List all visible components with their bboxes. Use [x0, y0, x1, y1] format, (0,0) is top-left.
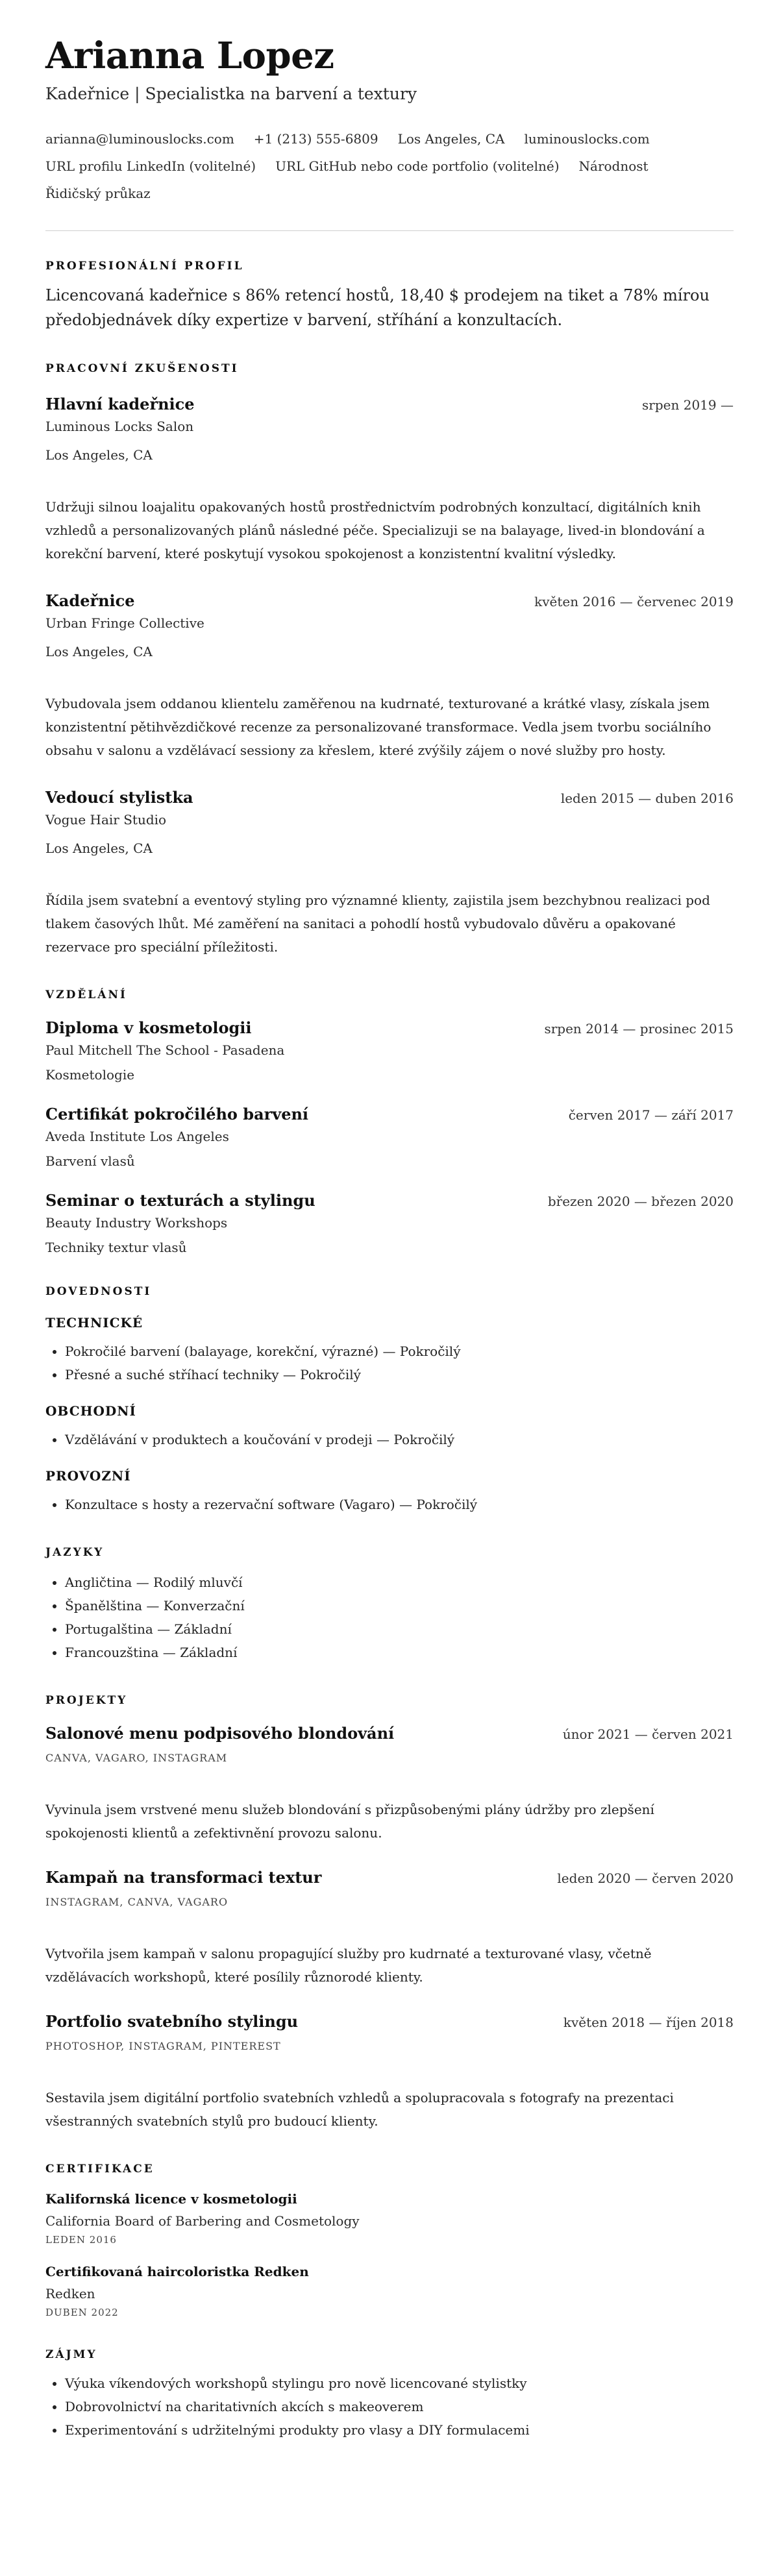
job-description: Vybudovala jsem oddanou klientelu zaměřenou na kudrnaté, texturované a krátké vlasy, získala jsem konzistentní pětihvězdičkové recenze za personalizované transformace. Vedla jsem tvorbu sociálního obsahu v salonu a vzdělávací sessiony za křeslem, které zvýšily zájem o nové služby pro hosty. [45, 695, 711, 758]
header-divider [45, 230, 734, 231]
skill-group-title: TECHNICKÉ [45, 1314, 143, 1331]
certification-name: Certifikovaná haircoloristka Redken [45, 2263, 309, 2279]
project-date: únor 2021 — červen 2021 [562, 1726, 734, 1742]
job-description: Udržuji silnou loajalitu opakovaných hostů prostřednictvím podrobných konzultací, digitálních knih vzhledů a personalizovaných plánů následné péče. Specializuji se na balayage, lived-in blondování a korekční barvení, které poskytují vysokou spokojenost a konzistentní kvalitní výsledky. [45, 498, 705, 561]
skills-heading: DOVEDNOSTI [45, 1284, 152, 1298]
project-title: Salonové menu podpisového blondování [45, 1723, 395, 1743]
contact-website[interactable]: luminouslocks.com [524, 130, 650, 147]
contact-github[interactable]: URL GitHub nebo code portfolio (volitelné) [275, 158, 560, 174]
project-entry [45, 1724, 734, 1845]
interests-heading: ZÁJMY [45, 2348, 97, 2361]
project-tags: PHOTOSHOP, INSTAGRAM, PINTEREST [45, 2039, 281, 2052]
contact-info [45, 125, 734, 207]
language-item: • Portugalština — Základní [65, 1617, 734, 1641]
contact-driving-license: Řidičský průkaz [45, 185, 151, 201]
job-entry [45, 591, 734, 762]
projects-section [45, 1694, 734, 2133]
job-location: Los Angeles, CA [45, 447, 153, 463]
contact-email[interactable]: arianna@luminouslocks.com [45, 130, 234, 147]
job-description: Řídila jsem svatební a eventový styling pro významné klienty, zajistila jsem bezchybnou realizaci pod tlakem časových lhůt. Mé zaměření na sanitaci a pohodlí hostů vybudovalo důvěru a opakované rezervace pro speciální příležitosti. [45, 892, 710, 955]
job-location: Los Angeles, CA [45, 840, 153, 856]
skills-section [45, 1285, 734, 1516]
education-field: Kosmetologie [45, 1066, 135, 1083]
education-date: srpen 2014 — prosinec 2015 [544, 1020, 734, 1037]
certification-date: DUBEN 2022 [45, 2306, 119, 2318]
skill-item: • Přesné a suché stříhací techniky — Pokročilý [65, 1363, 734, 1386]
project-entry [45, 2012, 734, 2133]
job-date: květen 2016 — červenec 2019 [534, 593, 734, 609]
skill-group-technical [45, 1315, 734, 1386]
education-title: Certifikát pokročilého barvení [45, 1104, 309, 1123]
job-date: srpen 2019 — [642, 397, 734, 413]
education-entry [45, 1018, 734, 1083]
education-section [45, 988, 734, 1255]
project-entry [45, 1868, 734, 1989]
contact-linkedin[interactable]: URL profilu LinkedIn (volitelné) [45, 158, 256, 174]
job-entry [45, 395, 734, 565]
interest-item: • Dobrovolnictví na charitativních akcích s makeoverem [65, 2395, 734, 2418]
contact-location: Los Angeles, CA [397, 130, 505, 147]
project-date: leden 2020 — červen 2020 [557, 1870, 734, 1886]
contact-phone[interactable]: +1 (213) 555-6809 [253, 130, 378, 147]
interests-section [45, 2348, 734, 2442]
interest-item: • Výuka víkendových workshopů stylingu pro nově licencované stylistky [65, 2372, 734, 2395]
project-description: Vyvinula jsem vrstvené menu služeb blondování s přizpůsobenými plány údržby pro zlepšení spokojenosti klientů a zefektivnění provozu salonu. [45, 1801, 654, 1841]
education-entry [45, 1105, 734, 1169]
skill-item: • Pokročilé barvení (balayage, korekční, výrazné) — Pokročilý [65, 1340, 734, 1363]
experience-section [45, 362, 734, 959]
projects-heading: PROJEKTY [45, 1693, 128, 1707]
education-school: Paul Mitchell The School - Pasadena [45, 1042, 285, 1058]
job-date: leden 2015 — duben 2016 [560, 790, 734, 806]
project-date: květen 2018 — říjen 2018 [563, 2014, 734, 2030]
project-tags: CANVA, VAGARO, INSTAGRAM [45, 1751, 228, 1764]
skill-group-title: PROVOZNÍ [45, 1467, 131, 1484]
education-school: Aveda Institute Los Angeles [45, 1128, 229, 1144]
profile-heading: PROFESIONÁLNÍ PROFIL [45, 259, 244, 273]
education-heading: VZDĚLÁNÍ [45, 988, 127, 1001]
job-title: Hlavní kadeřnice [45, 394, 195, 413]
skill-group-operational [45, 1468, 734, 1516]
languages-heading: JAZYKY [45, 1545, 105, 1559]
certifications-heading: CERTIFIKACE [45, 2162, 155, 2176]
education-entry [45, 1191, 734, 1255]
education-title: Diploma v kosmetologii [45, 1018, 252, 1037]
job-entry [45, 788, 734, 959]
job-title: Kadeřnice [45, 591, 135, 610]
project-description: Sestavila jsem digitální portfolio svatebních vzhledů a spolupracovala s fotografy na prezentaci všestranných svatebních stylů pro budoucí klienty. [45, 2089, 674, 2129]
project-tags: INSTAGRAM, CANVA, VAGARO [45, 1895, 229, 1908]
education-title: Seminar o texturách a stylingu [45, 1190, 315, 1210]
job-location: Los Angeles, CA [45, 643, 153, 659]
education-field: Techniky textur vlasů [45, 1239, 187, 1255]
job-employer: Vogue Hair Studio [45, 811, 167, 828]
certification-issuer: California Board of Barbering and Cosmetology [45, 2213, 360, 2229]
job-title: Vedoucí stylistka [45, 787, 193, 807]
language-item: • Španělština — Konverzační [65, 1594, 734, 1617]
education-date: červen 2017 — září 2017 [568, 1107, 734, 1123]
candidate-headline: Kadeřnice | Specialistka na barvení a textury [45, 84, 417, 103]
skill-item: • Vzdělávání v produktech a koučování v prodeji — Pokročilý [65, 1428, 734, 1451]
certification-issuer: Redken [45, 2285, 95, 2301]
education-field: Barvení vlasů [45, 1153, 135, 1169]
experience-heading: PRACOVNÍ ZKUŠENOSTI [45, 362, 239, 375]
education-date: březen 2020 — březen 2020 [547, 1193, 734, 1209]
education-school: Beauty Industry Workshops [45, 1214, 228, 1231]
interest-item: • Experimentování s udržitelnými produkty pro vlasy a DIY formulacemi [65, 2418, 734, 2442]
certification-name: Kalifornská licence v kosmetologii [45, 2190, 297, 2207]
profile-section [45, 260, 734, 332]
job-employer: Luminous Locks Salon [45, 418, 194, 434]
certification-entry [45, 2264, 734, 2318]
certification-date: LEDEN 2016 [45, 2233, 117, 2246]
profile-summary: Licencovaná kadeřnice s 86% retencí hostů, 18,40 $ prodejem na tiket a 78% mírou předobjednávek díky expertize v barvení, stříhání a konzultacích. [45, 286, 710, 329]
contact-nationality: Národnost [578, 158, 649, 174]
job-employer: Urban Fringe Collective [45, 615, 204, 631]
skill-group-title: OBCHODNÍ [45, 1403, 136, 1419]
project-title: Portfolio svatebního stylingu [45, 2011, 299, 2031]
skill-group-business [45, 1403, 734, 1451]
language-item: • Angličtina — Rodilý mluvčí [65, 1571, 734, 1594]
candidate-name: Arianna Lopez [45, 34, 334, 77]
languages-section [45, 1546, 734, 1664]
project-description: Vytvořila jsem kampaň v salonu propagující služby pro kudrnaté a texturované vlasy, včetně vzdělávacích workshopů, které posílily různorodé klienty. [45, 1945, 652, 1985]
project-title: Kampaň na transformaci textur [45, 1867, 322, 1887]
language-item: • Francouzština — Základní [65, 1641, 734, 1664]
skill-item: • Konzultace s hosty a rezervační software (Vagaro) — Pokročilý [65, 1493, 734, 1516]
certifications-section [45, 2163, 734, 2318]
certification-entry [45, 2191, 734, 2246]
